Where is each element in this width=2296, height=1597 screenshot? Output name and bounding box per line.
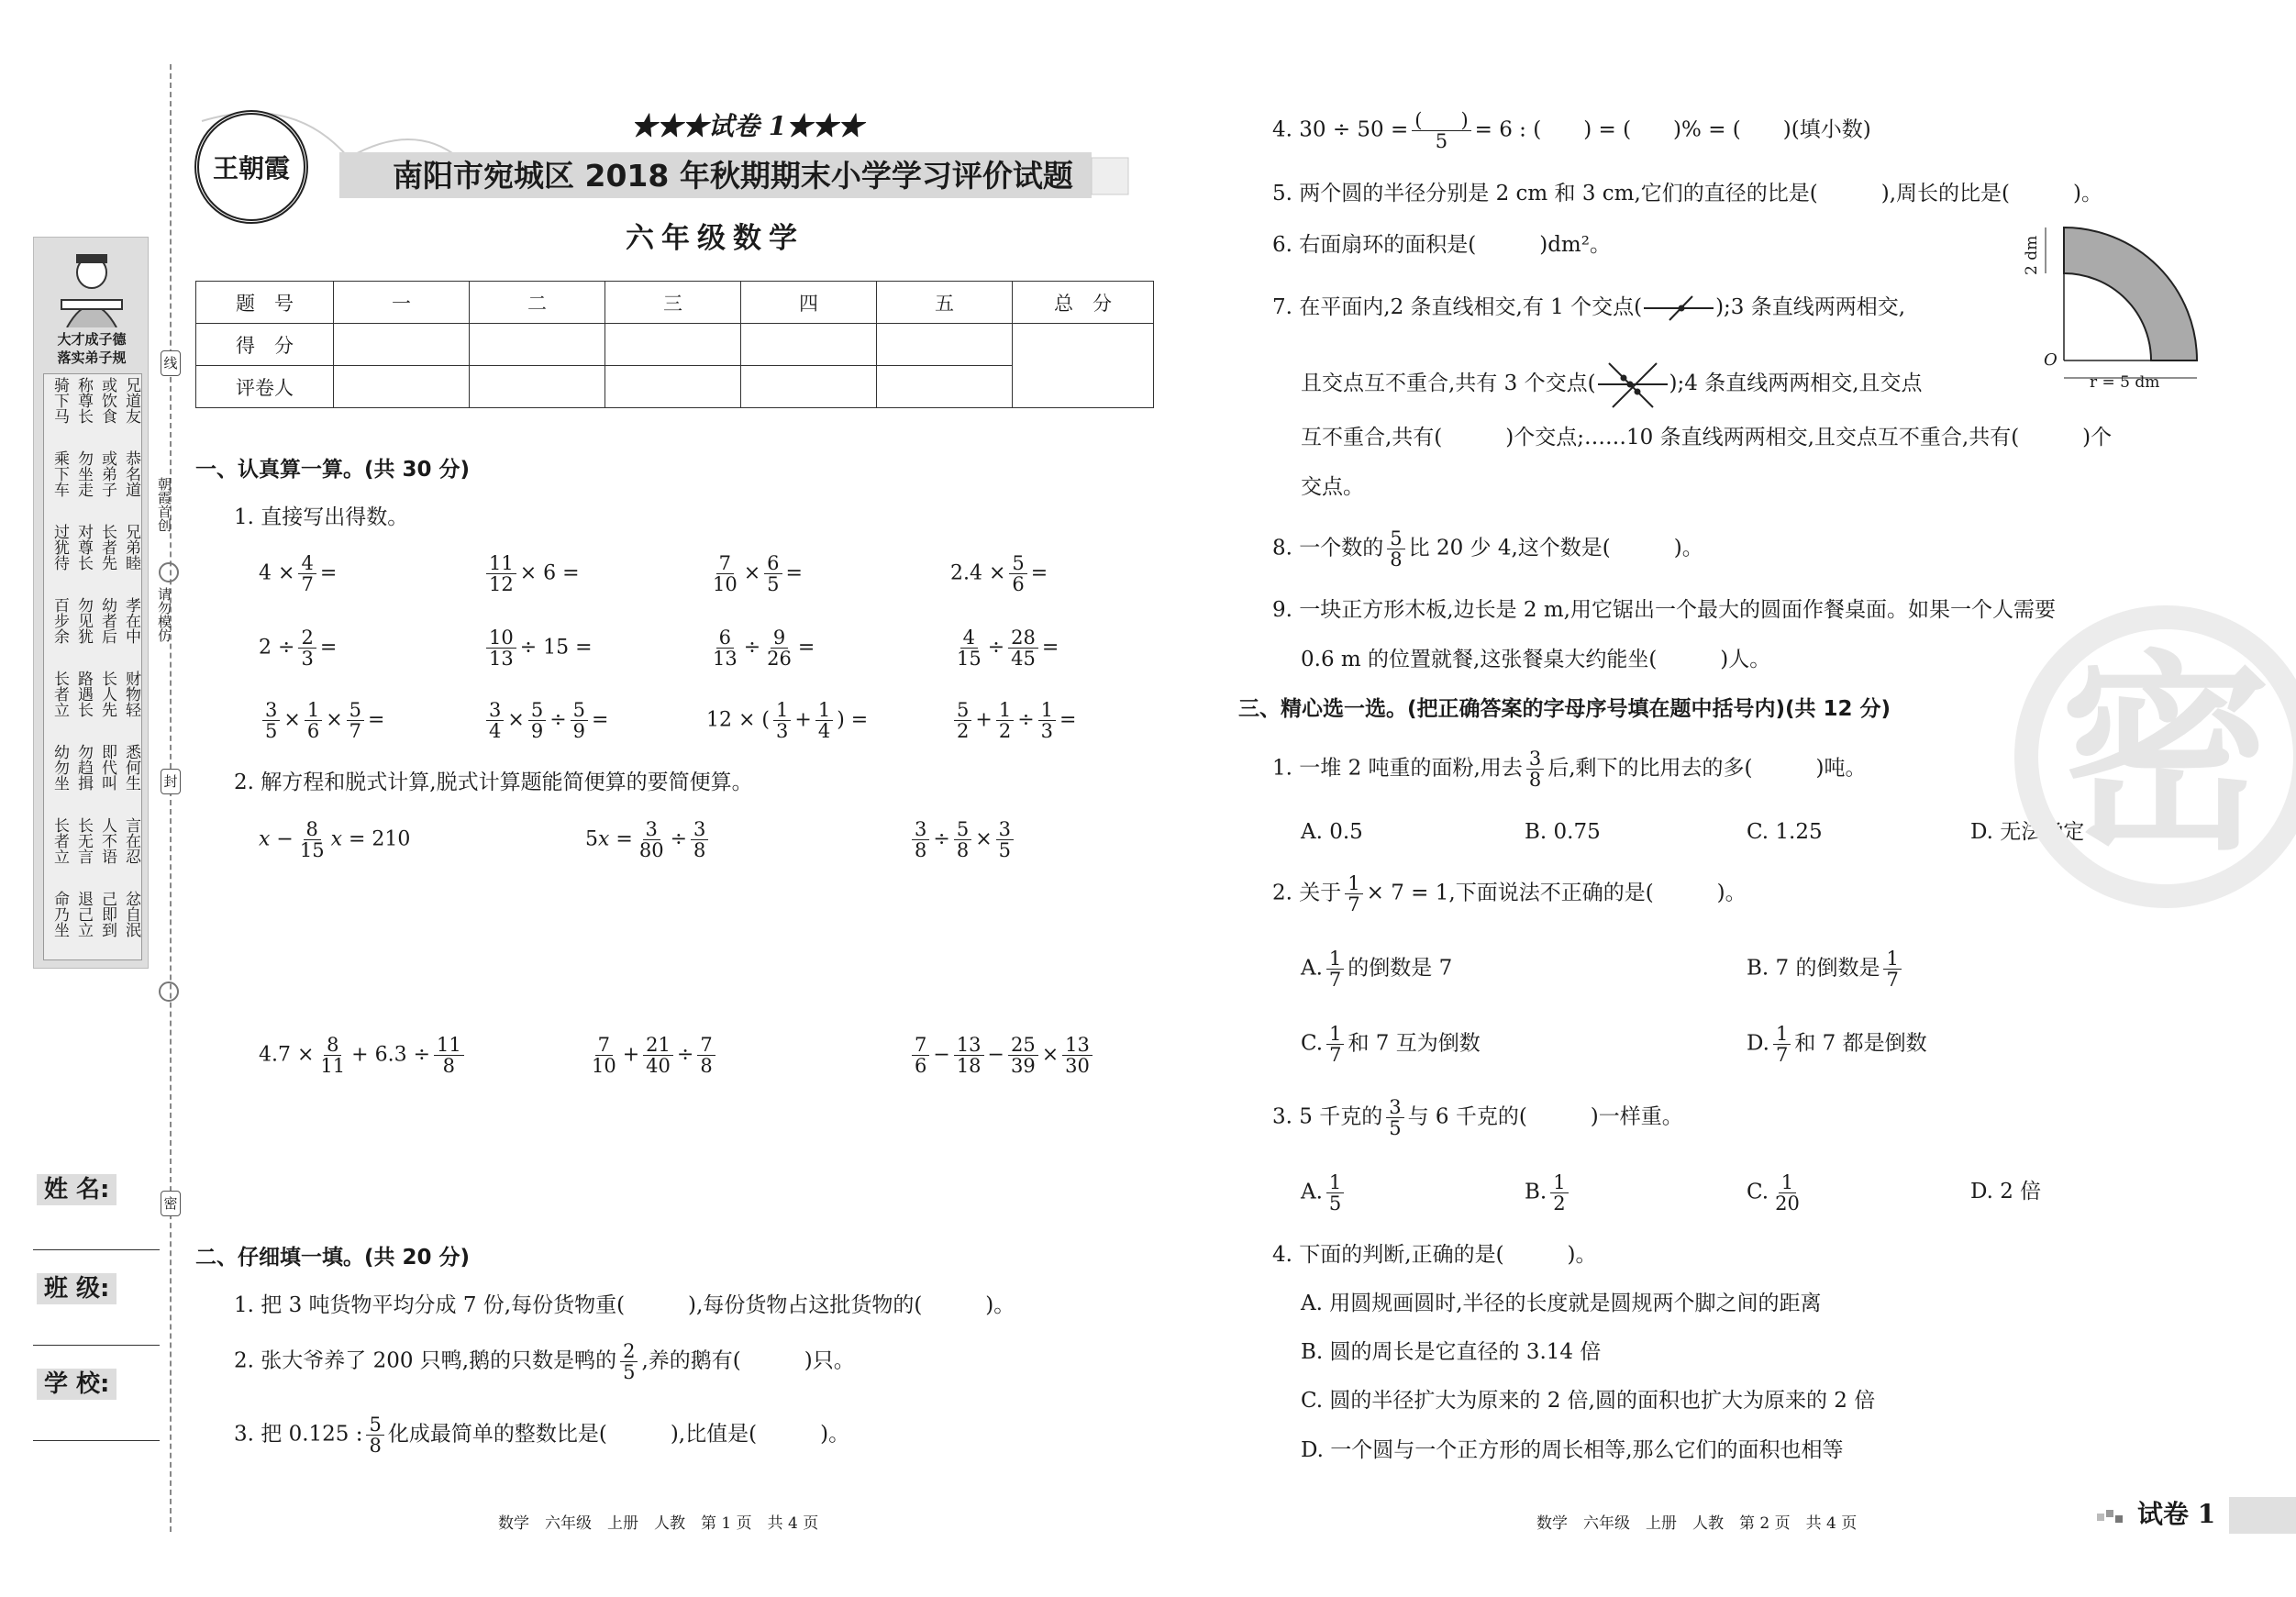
motto-column: 或弟子 — [98, 450, 116, 497]
question-text: 且交点互不重合,共有 3 个交点( );4 条直线两两相交,且交点 — [1301, 360, 1923, 409]
section-title: 二、仔细填一填。(共 20 分) — [195, 1246, 471, 1270]
section-title: 三、精心选一选。(把正确答案的字母序号填在题中括号内)(共 12 分) — [1238, 697, 1891, 721]
name-field[interactable] — [33, 1249, 160, 1250]
sidebar-motto-box — [33, 237, 149, 969]
option-a[interactable]: A. 0.5 — [1301, 820, 1363, 844]
motto-column: 百步余 — [50, 597, 69, 644]
grader-cell[interactable] — [741, 366, 877, 408]
page-title: 南阳市宛城区 2018 年秋期期末小学学习评价试题 — [393, 158, 1073, 194]
page-footer: 数学 六年级 上册 人教 第 2 页 共 4 页 — [1536, 1514, 1858, 1533]
name-field-label: 姓 名: — [37, 1174, 116, 1205]
score-cell[interactable] — [877, 324, 1013, 366]
corner-label: 试卷 1 — [2134, 1501, 2219, 1528]
question-text: 4. 30 ÷ 50 = ( ) 5 = 6 : ( ) = ( )% = ( )(填小数) — [1272, 109, 1871, 153]
motto-column: 兄道友 — [122, 377, 140, 424]
math-expression: $\frac{3}{8}$ ÷ $\frac{5}{8}$ × $\frac{3}{5}$ — [908, 819, 1017, 860]
score-cell[interactable] — [334, 324, 470, 366]
math-expression: $\frac{6}{13}$ ÷ $\frac{9}{26}$ = — [713, 627, 815, 671]
question-text: 9. 一块正方形木板,边长是 2 m,用它锯出一个最大的圆面作餐桌面。如果一个人需要 — [1272, 598, 2056, 622]
two-lines-figure — [1642, 294, 1715, 322]
math-expression: 4 × $\frac{4}{7}$ = — [259, 552, 338, 596]
question-text: 2. 解方程和脱式计算,脱式计算题能简便算的要简便算。 — [234, 771, 753, 794]
binding-line — [170, 64, 172, 1532]
motto-column: 长者先 — [98, 524, 116, 571]
math-expression: $\frac{3}{4}$ × $\frac{5}{9}$ ÷ $\frac{5}{9}$ = — [482, 700, 608, 741]
motto-column: 孝在中 — [122, 597, 140, 644]
section-title: 一、认真算一算。(共 30 分) — [195, 458, 471, 482]
question-text: 7. 在平面内,2 条直线相交,有 1 个交点( );3 条直线两两相交, — [1272, 290, 1905, 322]
math-expression: $\frac{7}{10}$ × $\frac{6}{5}$ = — [713, 552, 803, 596]
page-footer: 数学 六年级 上册 人教 第 1 页 共 4 页 — [498, 1514, 819, 1533]
class-field[interactable] — [33, 1345, 160, 1346]
figure-label-width: 2 dm — [2023, 235, 2041, 275]
swirl-icon — [159, 981, 179, 1002]
score-cell[interactable] — [470, 324, 605, 366]
question-text: 互不重合,共有( )个交点;……10 条直线两两相交,且交点互不重合,共有( )个 — [1301, 426, 2113, 449]
motto-column: 长无言 — [74, 817, 93, 864]
question-text: 2. 关于 $\frac{1}{7}$ × 7 = 1,下面说法不正确的是( )。 — [1272, 872, 1747, 916]
question-text: 4. 下面的判断,正确的是( )。 — [1272, 1243, 1597, 1267]
school-field-label: 学 校: — [37, 1369, 116, 1400]
three-lines-figure — [1596, 360, 1669, 409]
math-expression: x − $\frac{8}{15}$ x = 210 — [259, 818, 411, 862]
motto-column: 或饮食 — [98, 377, 116, 424]
question-text: 0.6 m 的位置就餐,这张餐桌大约能坐( )人。 — [1301, 648, 1771, 671]
math-expression: 2.4 × $\frac{5}{6}$ = — [950, 552, 1048, 596]
school-field[interactable] — [33, 1440, 160, 1441]
grader-cell[interactable] — [877, 366, 1013, 408]
table-header: 四 — [741, 282, 877, 324]
question-text: 3. 5 千克的 $\frac{3}{5}$ 与 6 千克的( )一样重。 — [1272, 1096, 1683, 1140]
table-header: 五 — [877, 282, 1013, 324]
option-b[interactable]: B. $\frac{1}{2}$ — [1525, 1172, 1572, 1214]
option-d[interactable]: D. $\frac{1}{7}$ 和 7 都是倒数 — [1747, 1023, 1927, 1067]
motto-column: 财物轻 — [122, 671, 140, 717]
motto-column: 乘下车 — [50, 450, 69, 497]
question-text: 6. 右面扇环的面积是( )dm²。 — [1272, 233, 1611, 257]
math-expression: $\frac{4}{15}$ ÷ $\frac{28}{45}$ = — [957, 627, 1059, 671]
grader-cell[interactable] — [334, 366, 470, 408]
margin-label-line: 线 — [161, 350, 181, 376]
page-subtitle: 六年级数学 — [626, 222, 804, 255]
table-header: 总 分 — [1013, 282, 1154, 324]
swirl-icon — [159, 562, 179, 582]
margin-label-secret: 密 — [161, 1191, 181, 1216]
motto-column: 勿坐走 — [74, 450, 93, 497]
table-header: 一 — [334, 282, 470, 324]
motto-column: 勿见犹 — [74, 597, 93, 644]
question-text: 3. 把 0.125 : $\frac{5}{8}$ 化成最简单的整数比是( ),比值是( )。 — [234, 1414, 850, 1458]
score-cell[interactable] — [741, 324, 877, 366]
motto-column: 长者立 — [50, 671, 69, 717]
corner-decoration — [2097, 1508, 2124, 1525]
math-expression: $\frac{5}{2}$ + $\frac{1}{2}$ ÷ $\frac{1}{3}$ = — [950, 700, 1076, 741]
option-b[interactable]: B. 7 的倒数是 $\frac{1}{7}$ — [1747, 948, 1905, 990]
math-expression: $\frac{10}{13}$ ÷ 15 = — [482, 627, 593, 669]
motto-column: 人不语 — [98, 817, 116, 864]
score-cell[interactable] — [605, 324, 741, 366]
question-text: 交点。 — [1301, 475, 1364, 499]
secret-stamp-watermark: 密 — [2014, 605, 2296, 908]
math-expression: $\frac{3}{5}$ × $\frac{1}{6}$ × $\frac{5}{7}$ = — [259, 700, 384, 741]
motto-column: 己即到 — [98, 891, 116, 937]
motto-column: 退己立 — [74, 891, 93, 937]
option-c[interactable]: C. $\frac{1}{7}$ 和 7 互为倒数 — [1301, 1023, 1481, 1067]
grader-cell[interactable] — [605, 366, 741, 408]
math-expression: 4.7 × $\frac{8}{11}$ + 6.3 ÷ $\frac{11}{8}$ — [259, 1035, 468, 1076]
option-c[interactable]: C. 圆的半径扩大为原来的 2 倍,圆的面积也扩大为原来的 2 倍 — [1301, 1389, 1876, 1413]
table-row-label: 得 分 — [196, 324, 334, 366]
motto-column: 对尊长 — [74, 524, 93, 571]
motto-column: 路遇长 — [74, 671, 93, 717]
math-expression: 12 × ( $\frac{1}{3}$ + $\frac{1}{4}$ ) = — [706, 699, 869, 743]
figure-label-radius: r = 5 dm — [2090, 373, 2160, 392]
scholar-illustration — [58, 247, 126, 327]
option-d[interactable]: D. 无法确定 — [1970, 820, 2085, 844]
motto-column: 忿自泯 — [122, 891, 140, 937]
motto-column: 长人先 — [98, 671, 116, 717]
option-d[interactable]: D. 2 倍 — [1970, 1180, 2042, 1203]
question-text: 1. 一堆 2 吨重的面粉,用去 $\frac{3}{8}$ 后,剩下的比用去的多( )吨。 — [1272, 748, 1867, 792]
series-label: ★★★试卷 1★★★ — [631, 111, 864, 141]
option-c[interactable]: C. 1.25 — [1747, 820, 1823, 844]
option-a[interactable]: A. $\frac{1}{5}$ — [1301, 1172, 1348, 1214]
table-row-label: 评卷人 — [196, 366, 334, 408]
math-expression: $\frac{11}{12}$ × 6 = — [482, 553, 580, 594]
motto-column: 幼者后 — [98, 597, 116, 644]
brand-logo: 王朝霞 — [194, 110, 308, 224]
figure-label-origin: O — [2044, 350, 2058, 370]
math-expression: 5x = $\frac{3}{80}$ ÷ $\frac{3}{8}$ — [585, 819, 712, 860]
option-a[interactable]: A. 用圆规画圆时,半径的长度就是圆规两个脚之间的距离 — [1301, 1292, 1822, 1315]
math-expression: 2 ÷ $\frac{2}{3}$ = — [259, 627, 338, 671]
option-b[interactable]: B. 0.75 — [1525, 820, 1601, 844]
margin-label-seal: 封 — [161, 769, 181, 794]
margin-note: 朝霞首创 — [156, 477, 172, 532]
option-a[interactable]: A. $\frac{1}{7}$ 的倒数是 7 — [1301, 948, 1453, 992]
motto-column: 称尊长 — [74, 377, 93, 424]
score-table — [195, 281, 1154, 408]
option-b[interactable]: B. 圆的周长是它直径的 3.14 倍 — [1301, 1340, 1602, 1364]
question-text: 1. 直接写出得数。 — [234, 505, 409, 529]
motto-column: 骑下马 — [50, 377, 69, 424]
class-field-label: 班 级: — [37, 1273, 116, 1304]
total-score-cell[interactable] — [1013, 324, 1154, 408]
table-header: 题 号 — [196, 282, 334, 324]
motto-column: 即代叫 — [98, 744, 116, 791]
question-text: 8. 一个数的 $\frac{5}{8}$ 比 20 少 4,这个数是( )。 — [1272, 527, 1703, 571]
motto-line: 大才成子德 — [57, 331, 127, 348]
corner-bar — [2229, 1497, 2296, 1534]
motto-column: 长者立 — [50, 817, 69, 864]
math-expression: $\frac{7}{10}$ + $\frac{21}{40}$ ÷ $\frac{7}{8}$ — [585, 1035, 719, 1076]
motto-column: 悉何生 — [122, 744, 140, 791]
question-text: 2. 张大爷养了 200 只鸭,鹅的只数是鸭的 $\frac{2}{5}$ ,养的鹅有( )只。 — [234, 1340, 855, 1384]
math-expression: $\frac{7}{6}$ − $\frac{13}{18}$ − $\frac{25}{39}$ × $\frac{13}{30}$ — [908, 1035, 1096, 1076]
motto-column: 命乃坐 — [50, 891, 69, 937]
motto-column: 言在忍 — [122, 817, 140, 864]
option-c[interactable]: C. $\frac{1}{20}$ — [1747, 1171, 1800, 1215]
motto-column: 过犹待 — [50, 524, 69, 571]
motto-column: 恭名道 — [122, 450, 140, 497]
table-header: 二 — [470, 282, 605, 324]
grader-cell[interactable] — [470, 366, 605, 408]
motto-column: 兄弟睦 — [122, 524, 140, 571]
motto-column: 幼勿坐 — [50, 744, 69, 791]
question-text: 5. 两个圆的半径分别是 2 cm 和 3 cm,它们的直径的比是( ),周长的比是( )。 — [1272, 182, 2102, 205]
margin-note: 请勿模仿 — [156, 587, 172, 642]
option-d[interactable]: D. 一个圆与一个正方形的周长相等,那么它们的面积也相等 — [1301, 1438, 1844, 1462]
motto-line: 落实弟子规 — [57, 349, 127, 366]
table-header: 三 — [605, 282, 741, 324]
motto-column: 勿趋揖 — [74, 744, 93, 791]
question-text: 1. 把 3 吨货物平均分成 7 份,每份货物重( ),每份货物占这批货物的( )。 — [234, 1293, 1015, 1317]
